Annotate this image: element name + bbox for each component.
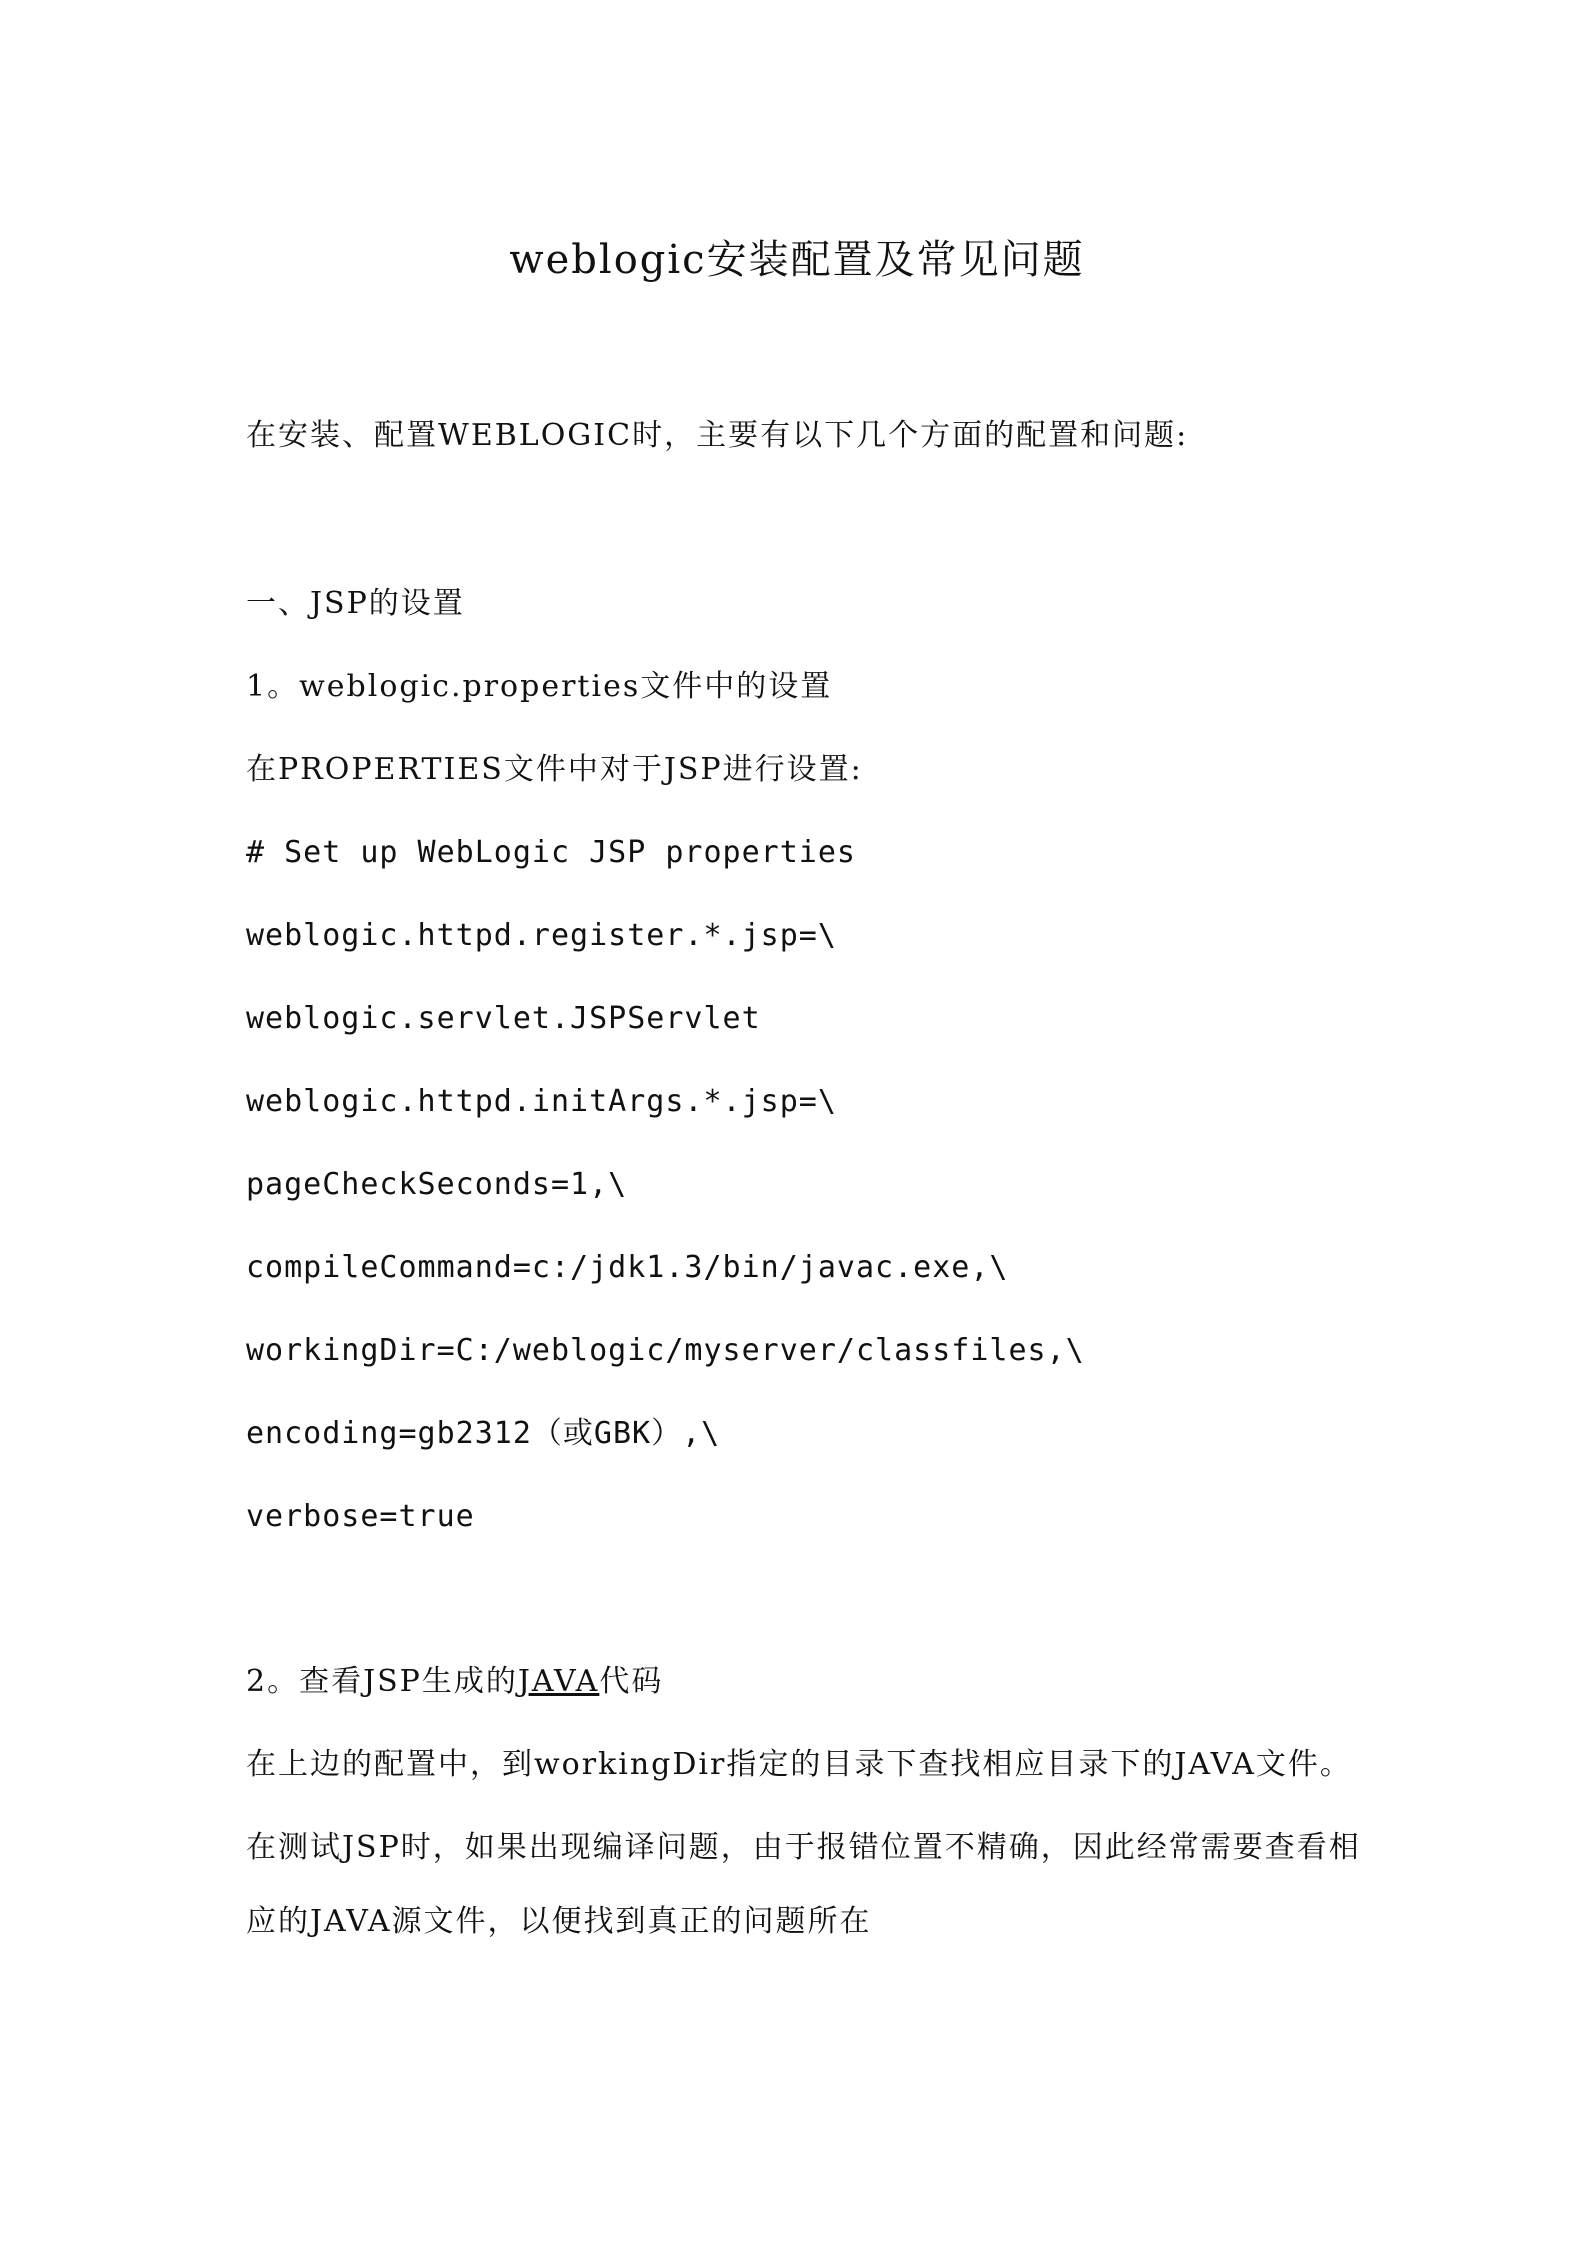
code-line: compileCommand=c:/jdk1.3/bin/javac.exe,\ (246, 1250, 1009, 1285)
code-line: workingDir=C:/weblogic/myserver/classfiles,\ (246, 1333, 1085, 1368)
code-line: # Set up WebLogic JSP properties (246, 835, 856, 870)
code-line: weblogic.httpd.initArgs.*.jsp=\ (246, 1084, 837, 1119)
item2-paragraph-line: 应的JAVA源文件，以便找到真正的问题所在 (246, 1904, 872, 1939)
code-line: verbose=true (246, 1499, 475, 1534)
item2-paragraph-line: 在测试JSP时，如果出现编译问题，由于报错位置不精确，因此经常需要查看相 (246, 1830, 1361, 1865)
intro-paragraph: 在安装、配置WEBLOGIC时，主要有以下几个方面的配置和问题: (246, 418, 1189, 453)
code-line: encoding=gb2312（或GBK）,\ (246, 1416, 721, 1451)
code-line: pageCheckSeconds=1,\ (246, 1167, 628, 1202)
item2-heading (246, 1660, 663, 1704)
item1-description: 在PROPERTIES文件中对于JSP进行设置: (246, 752, 863, 787)
item1-heading: 1。weblogic.properties文件中的设置 (246, 669, 833, 704)
item2-heading-text: 2。查看JSP生成的 (246, 1664, 518, 1699)
java-link[interactable]: JAVA (517, 1664, 600, 1699)
code-line: weblogic.httpd.register.*.jsp=\ (246, 918, 837, 953)
code-line: weblogic.servlet.JSPServlet (246, 1001, 761, 1036)
document-title: weblogic安装配置及常见问题 (509, 237, 1085, 283)
item2-description: 在上边的配置中，到workingDir指定的目录下查找相应目录下的JAVA文件。 (246, 1747, 1352, 1782)
section-heading-jsp: 一、JSP的设置 (246, 586, 465, 621)
item2-heading-text-end: 代码 (599, 1664, 664, 1699)
